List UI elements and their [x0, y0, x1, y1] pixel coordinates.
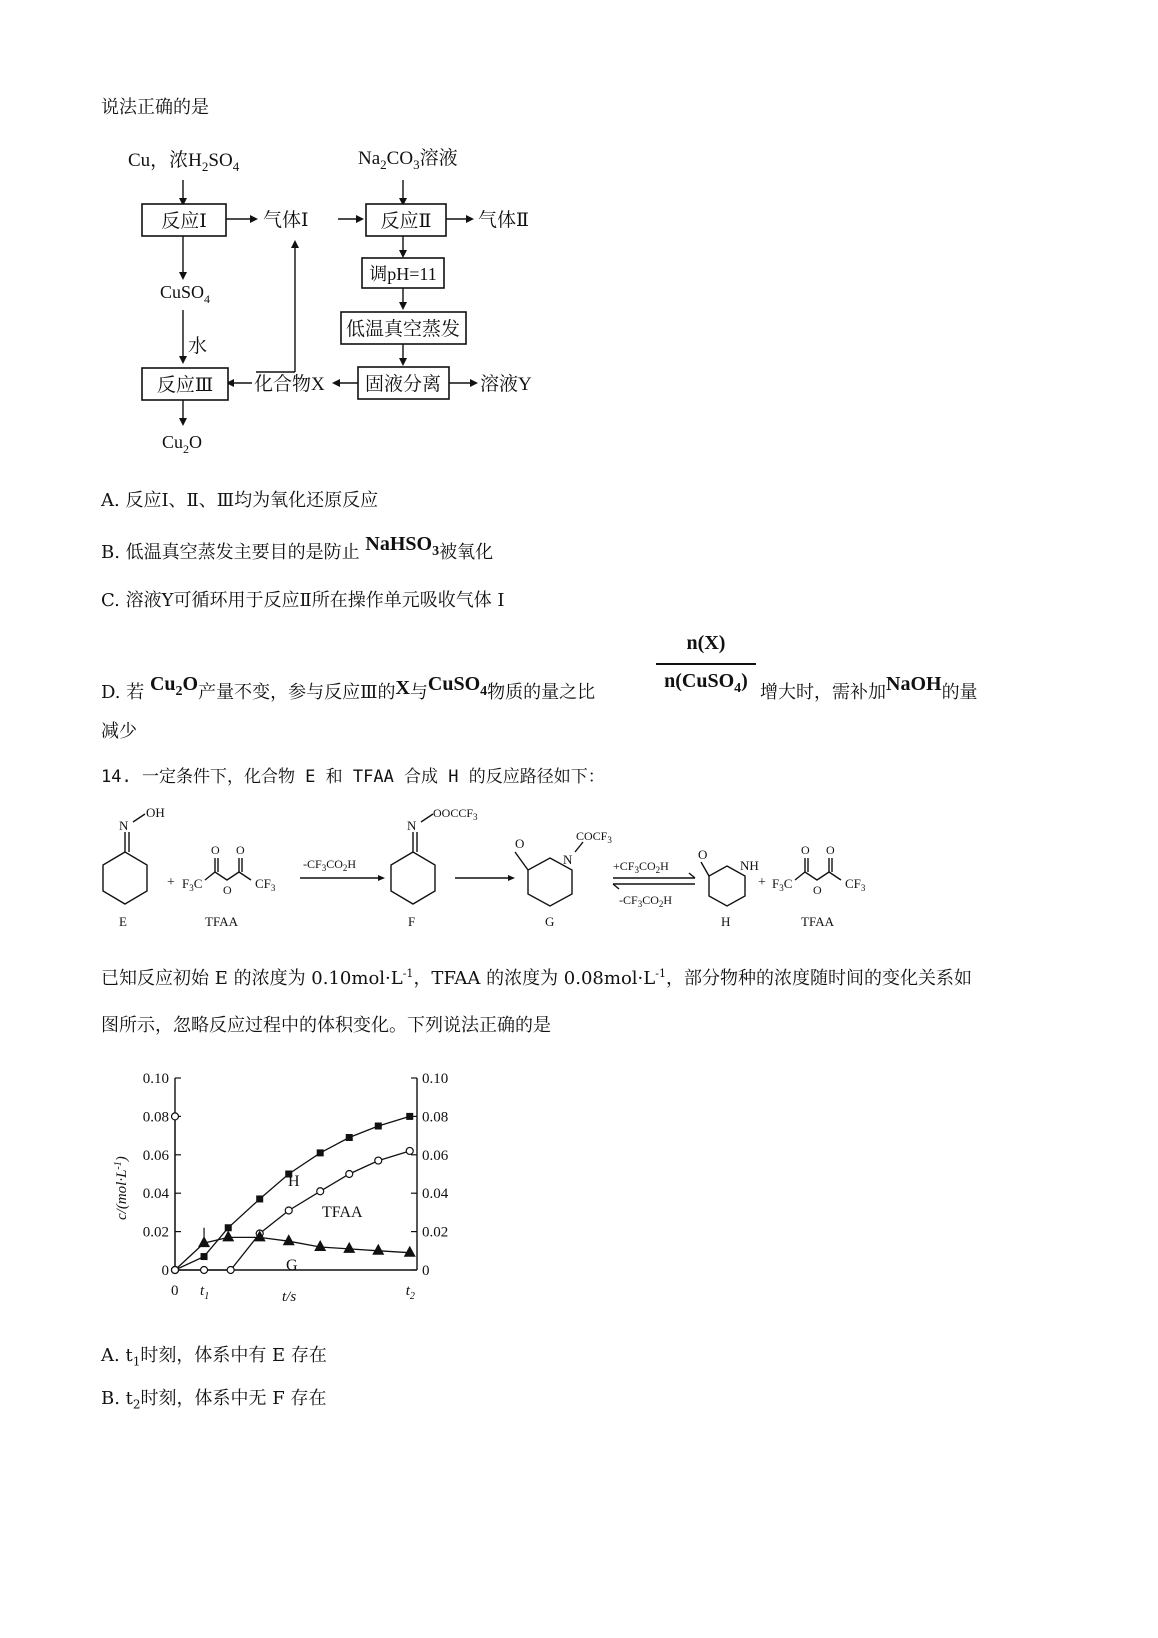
- svg-text:COCF3: $COCF_3$: [576, 829, 612, 845]
- eq-top-label: $+CF_3CO_2H$: [613, 859, 669, 875]
- svg-text:F3C: $F_3C$: [182, 876, 203, 893]
- y-tick-label-right: 0.10: [422, 1071, 449, 1087]
- origin-point-g: [172, 1267, 179, 1274]
- point-h: [317, 1149, 324, 1156]
- reaction-1-label: 反应Ⅰ: [161, 211, 207, 232]
- svg-text:+: +: [167, 875, 175, 890]
- svg-text:O: O: [826, 843, 835, 857]
- point-tfaa: [285, 1207, 292, 1214]
- q13-option-d-tail: 增大时，需补加NaOH的量: [760, 673, 978, 703]
- q13-option-d: D. 若 $Cu_2O$产量不变，参与反应Ⅲ的X与CuSO$_4$物质的量之比: [101, 673, 596, 703]
- q13-option-a: A. 反应Ⅰ、Ⅱ、Ⅲ均为氧化还原反应: [101, 490, 379, 511]
- arrow1-label: $-CF_3CO_2H$: [303, 857, 357, 873]
- series-label-h: H: [288, 1173, 300, 1190]
- y-tick-label-left: 0.04: [142, 1186, 169, 1203]
- compound-x-label: 化合物X: [254, 374, 325, 395]
- point-h: [225, 1224, 232, 1231]
- x-tick-label: $t_1$: [200, 1283, 210, 1302]
- y-tick-label-left: 0.10: [142, 1071, 169, 1087]
- compound-f-structure: [391, 806, 478, 929]
- svg-text:+: +: [758, 875, 766, 890]
- input-right: $Na_2CO_3$溶液: [358, 148, 458, 172]
- svg-text:O: O: [515, 836, 525, 851]
- tfaa-structure-2: [772, 843, 866, 929]
- svg-text:N: N: [119, 818, 129, 833]
- input-left: Cu，浓$H_2SO_4$: [128, 150, 240, 174]
- point-g: [283, 1234, 295, 1245]
- svg-text:TFAA: TFAA: [205, 914, 238, 929]
- svg-text:O: O: [211, 843, 220, 857]
- tfaa-structure: [182, 843, 276, 929]
- reaction-2-label: 反应Ⅱ: [380, 211, 432, 232]
- compound-e-structure: [103, 805, 165, 929]
- series-label-g: G: [286, 1257, 298, 1274]
- point-h: [201, 1253, 208, 1260]
- y-tick-label-left: 0.08: [142, 1109, 169, 1126]
- point-tfaa: [346, 1171, 353, 1178]
- svg-text:OH: OH: [146, 805, 165, 820]
- point-tfaa: [201, 1267, 208, 1274]
- svg-text:F: F: [408, 914, 416, 929]
- chart-y-label: $c/(mol\cdot L^{-1})$: [113, 1156, 130, 1220]
- svg-text:F3C: $F_3C$: [772, 876, 793, 893]
- svg-text:N: N: [407, 818, 417, 833]
- cuso4-label: CuSO$_4$: [160, 282, 211, 306]
- gas-2-label: 气体Ⅱ: [478, 210, 529, 231]
- gas-1-label: 气体Ⅰ: [263, 210, 309, 231]
- svg-text:OOCCF3: $OOCCF_3$: [433, 806, 478, 822]
- x-tick-label: 0: [171, 1283, 179, 1299]
- ph-label: 调pH=11: [369, 264, 437, 284]
- separation-label: 固液分离: [364, 374, 442, 395]
- intro-tail: 说法正确的是: [101, 97, 209, 118]
- q14-known-line1: 已知反应初始 E 的浓度为 $0.10mol\cdot L^{-1}$，TFAA 的浓度为 $0.08mol\cdot L^{-1}$，部分物种的浓度随时间的变化关系如: [101, 967, 972, 989]
- y-tick-label-right: 0.06: [422, 1147, 449, 1164]
- q14-option-b: B. $t_2$时刻，体系中无 F 存在: [101, 1388, 327, 1412]
- svg-text:O: O: [236, 843, 245, 857]
- compound-h-structure: [698, 847, 759, 929]
- svg-text:O: O: [813, 883, 822, 897]
- point-h: [256, 1195, 263, 1202]
- y-tick-label-left: 0: [161, 1263, 169, 1279]
- fraction-numerator: n(X): [686, 632, 726, 654]
- y-tick-label-right: 0.02: [422, 1224, 449, 1241]
- point-g: [314, 1240, 326, 1251]
- q13-option-c: C. 溶液Y可循环用于反应Ⅱ所在操作单元吸收气体 Ⅰ: [101, 590, 505, 611]
- initial-tfaa-point: [172, 1113, 179, 1120]
- svg-text:CF3: $CF_3$: [845, 876, 866, 893]
- q13-option-d-line2: 减少: [101, 721, 137, 742]
- fraction-bar: [656, 663, 756, 665]
- cu2o-label: $Cu_2O$: [162, 432, 203, 456]
- process-flow-diagram: [120, 140, 580, 480]
- y-tick-label-right: 0.08: [422, 1109, 449, 1126]
- y-tick-label-left: 0.06: [142, 1147, 169, 1164]
- solution-y-label: 溶液Y: [480, 374, 532, 395]
- svg-text:CF3: $CF_3$: [255, 876, 276, 893]
- reaction-3-label: 反应Ⅲ: [156, 375, 214, 396]
- q14-option-a: A. $t_1$时刻，体系中有 E 存在: [101, 1345, 327, 1369]
- svg-text:O: O: [698, 847, 708, 862]
- point-h: [346, 1134, 353, 1141]
- compound-g-structure: [515, 829, 612, 929]
- svg-text:O: O: [801, 843, 810, 857]
- point-h: [375, 1123, 382, 1130]
- eq-bottom-label: $-CF_3CO_2H$: [619, 893, 673, 909]
- svg-text:O: O: [223, 883, 232, 897]
- point-h: [406, 1113, 413, 1120]
- y-tick-label-right: 0.04: [422, 1186, 449, 1203]
- point-tfaa: [317, 1188, 324, 1195]
- point-g: [372, 1244, 384, 1255]
- evaporation-label: 低温真空蒸发: [345, 319, 461, 340]
- q14-stem: 14. 一定条件下，化合物 E 和 TFAA 合成 H 的反应路径如下：: [101, 767, 605, 787]
- svg-text:E: E: [119, 914, 127, 929]
- point-tfaa: [375, 1157, 382, 1164]
- svg-text:H: H: [721, 914, 731, 929]
- fraction-denominator: n(CuSO$_4$): [664, 670, 748, 696]
- q13-option-b: B. 低温真空蒸发主要目的是防止 NaHSO$_3$被氧化: [101, 533, 494, 563]
- water-label: 水: [188, 336, 208, 357]
- chart-x-label: t/s: [282, 1289, 297, 1305]
- point-g: [404, 1246, 416, 1257]
- point-tfaa: [406, 1147, 413, 1154]
- series-label-tfaa: TFAA: [322, 1204, 363, 1221]
- concentration-chart: [100, 1055, 480, 1315]
- svg-text:TFAA: TFAA: [801, 914, 834, 929]
- y-tick-label-right: 0: [422, 1263, 430, 1279]
- q14-known-line2: 图所示，忽略反应过程中的体积变化。下列说法正确的是: [101, 1015, 551, 1036]
- svg-text:N: N: [563, 852, 573, 867]
- x-tick-label: $t_2$: [405, 1283, 415, 1302]
- point-g: [343, 1242, 355, 1253]
- series-line-h: [175, 1116, 410, 1270]
- svg-text:G: G: [545, 914, 555, 929]
- reaction-scheme: [95, 800, 895, 940]
- y-tick-label-left: 0.02: [142, 1224, 169, 1241]
- point-tfaa: [227, 1267, 234, 1274]
- point-g: [254, 1230, 266, 1241]
- svg-text:NH: NH: [740, 858, 759, 873]
